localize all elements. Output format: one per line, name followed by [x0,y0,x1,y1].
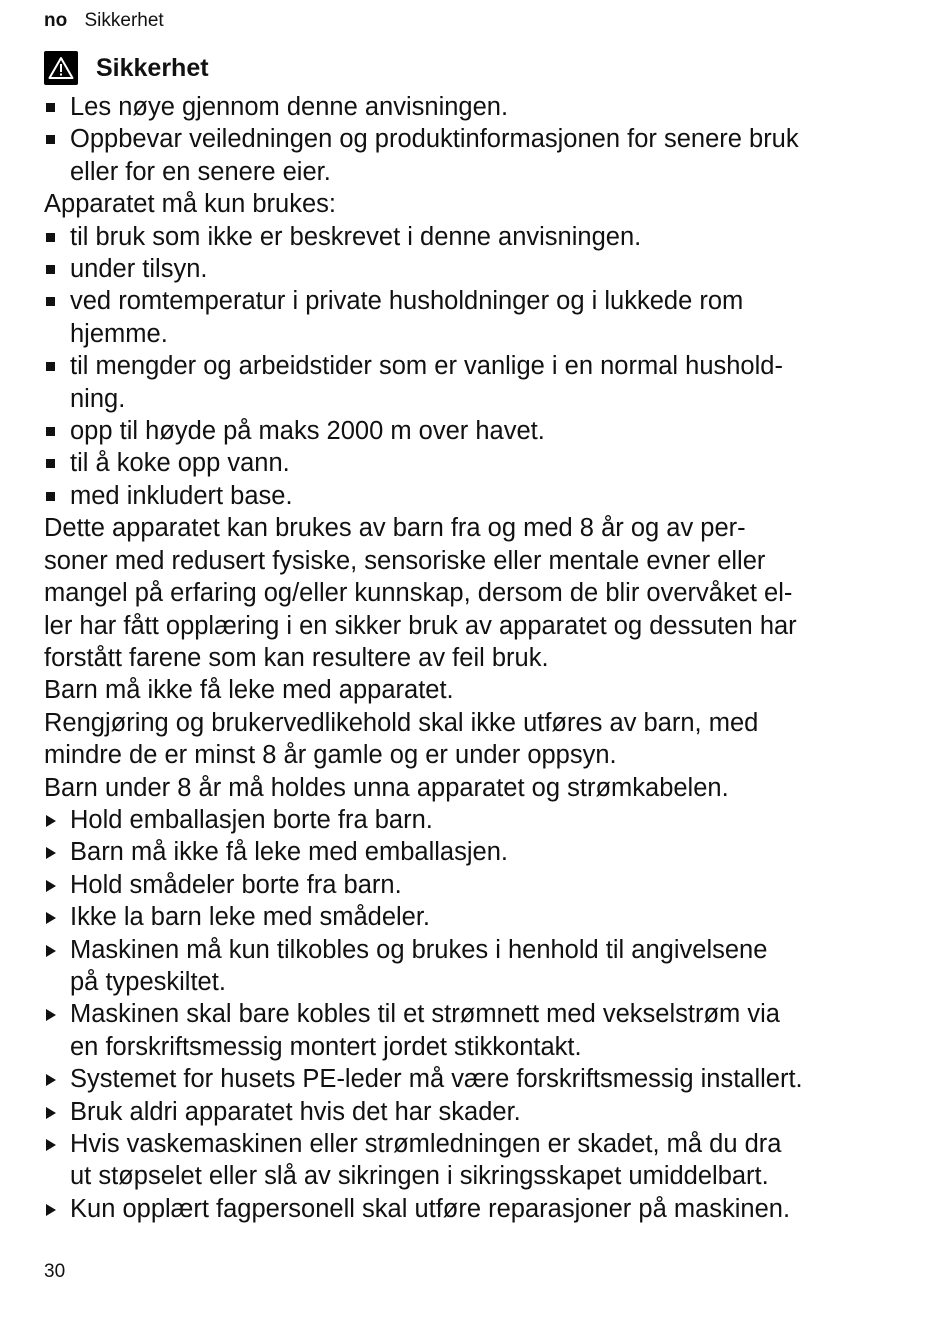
page-header [44,10,164,32]
square-bullet-icon [46,103,55,112]
text-line: soner med redusert fysiske, sensoriske eller mentale evner eller [44,546,766,575]
bullet-item [44,447,914,479]
arrow-bullet-icon [46,847,56,859]
text-line: eller for en senere eier. [70,157,331,186]
text-line: til mengder og arbeidstider som er vanlige i en normal hushold- [70,352,783,381]
text-line: forstått farene som kan resultere av feil bruk. [44,643,549,672]
text-line: ved romtemperatur i private husholdninger og i lukkede rom [70,287,744,316]
square-bullet-icon [46,135,55,144]
instruction-item [44,869,914,901]
text-line: opp til høyde på maks 2000 m over havet. [70,417,545,446]
instruction-item [44,1193,914,1225]
text-line: Bruk aldri apparatet hvis det har skader. [70,1097,521,1126]
arrow-bullet-icon [46,1074,56,1086]
text-line: Rengjøring og brukervedlikehold skal ikke utføres av barn, med [44,708,759,737]
paragraph [44,707,914,772]
arrow-bullet-icon [46,1139,56,1151]
instruction-item [44,998,914,1063]
text-line: en forskriftsmessig montert jordet stikkontakt. [70,1032,582,1061]
arrow-bullet-icon [46,912,56,924]
arrow-bullet-icon [46,945,56,957]
bullet-item [44,221,914,253]
text-line: Hvis vaskemaskinen eller strømledningen er skadet, må du dra [70,1130,782,1158]
text-line: ut støpselet eller slå av sikringen i sikringsskapet umiddelbart. [70,1162,769,1191]
instruction-item [44,1063,914,1095]
text-line: Systemet for husets PE-leder må være forskriftsmessig installert. [70,1065,803,1094]
paragraph [44,674,914,706]
paragraph [44,772,914,804]
text-line: på typeskiltet. [70,967,226,996]
square-bullet-icon [46,427,55,436]
text-line: Les nøye gjennom denne anvisningen. [70,93,509,121]
instruction-item [44,1128,914,1193]
bullet-item [44,91,914,123]
arrow-bullet-icon [46,1107,56,1119]
bullet-item [44,285,914,350]
text-line: Hold emballasjen borte fra barn. [70,805,433,834]
arrow-bullet-icon [46,880,56,892]
text-line: ler har fått opplæring i en sikker bruk av apparatet og dessuten har [44,611,797,640]
text-line: til å koke opp vann. [70,449,290,478]
text-line: Kun opplært fagpersonell skal utføre reparasjoner på maskinen. [70,1194,791,1223]
warning-triangle-icon [44,51,78,85]
text-line: ning. [70,384,126,413]
page-title: Sikkerhet [96,53,209,82]
text-line: hjemme. [70,319,168,348]
text-line: Barn må ikke få leke med apparatet. [44,676,454,705]
arrow-bullet-icon [46,1009,56,1021]
text-line: under tilsyn. [70,255,208,284]
square-bullet-icon [46,362,55,371]
bullet-item [44,480,914,512]
text-line: mindre de er minst 8 år gamle og er under oppsyn. [44,741,617,770]
square-bullet-icon [46,492,55,501]
instruction-item [44,804,914,836]
bullet-item [44,350,914,415]
text-line: med inkludert base. [70,481,293,510]
section-heading [44,50,209,86]
instruction-item [44,1096,914,1128]
arrow-bullet-icon [46,1204,56,1216]
instruction-item [44,934,914,999]
square-bullet-icon [46,233,55,242]
text-line: Barn må ikke få leke med emballasjen. [70,838,508,867]
text-line: Barn under 8 år må holdes unna apparatet og strømkabelen. [44,773,729,802]
paragraph [44,512,914,674]
arrow-bullet-icon [46,815,56,827]
language-code: no [44,10,68,31]
text-line: Maskinen må kun tilkobles og brukes i henhold til angivelsene [70,935,768,964]
bullet-item [44,253,914,285]
instruction-item [44,901,914,933]
text-line: til bruk som ikke er beskrevet i denne anvisningen. [70,222,642,251]
usage-intro: Apparatet må kun brukes: [44,190,336,219]
square-bullet-icon [46,459,55,468]
instruction-item [44,836,914,868]
square-bullet-icon [46,265,55,274]
text-line: Hold smådeler borte fra barn. [70,870,402,899]
text-line: Maskinen skal bare kobles til et strømnett med vekselstrøm via [70,1000,780,1029]
bullet-item [44,123,914,188]
bullet-item [44,415,914,447]
text-line: Ikke la barn leke med smådeler. [70,903,431,932]
text-line: Oppbevar veiledningen og produktinformasjonen for senere bruk [70,125,799,154]
page-number: 30 [44,1261,66,1282]
text-line: mangel på erfaring og/eller kunnskap, dersom de blir overvåket el- [44,579,793,608]
square-bullet-icon [46,297,55,306]
header-section-name: Sikkerhet [84,10,164,31]
safety-content [44,91,914,1225]
text-line: Dette apparatet kan brukes av barn fra og med 8 år og av per- [44,514,746,543]
